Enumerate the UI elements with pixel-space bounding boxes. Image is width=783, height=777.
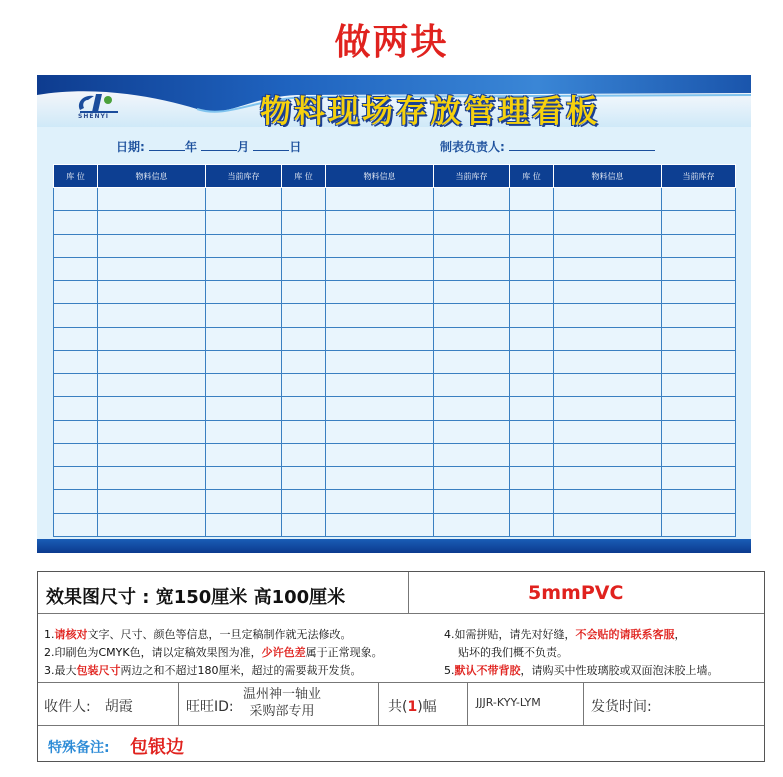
table-cell [98, 304, 206, 327]
table-cell [206, 234, 282, 257]
table-cell [554, 467, 662, 490]
table-cell [510, 490, 554, 513]
table-cell [434, 327, 510, 350]
col-header: 当前库存 [206, 165, 282, 188]
table-cell [54, 513, 98, 536]
board-title: 物料现场存放管理看板 [260, 94, 600, 130]
table-cell [54, 467, 98, 490]
table-cell [326, 397, 434, 420]
table-cell [282, 443, 326, 466]
table-header-row [54, 165, 736, 188]
table-cell [554, 443, 662, 466]
table-cell [282, 490, 326, 513]
table-cell [554, 211, 662, 234]
table-cell [434, 374, 510, 397]
table-cell [282, 350, 326, 373]
table-cell [554, 304, 662, 327]
date-field [116, 138, 301, 155]
count-field: 共(1)幅 [388, 699, 437, 715]
date-label: 日期: [116, 140, 145, 154]
col-header: 当前库存 [662, 165, 736, 188]
table-cell [662, 188, 736, 211]
table-cell [98, 211, 206, 234]
table-cell [326, 443, 434, 466]
day-blank [253, 139, 289, 151]
table-cell [434, 188, 510, 211]
note-2: 2.印刷色为CMYK色，请以定稿效果图为准，少许色差属于正常现象。 [44, 646, 383, 659]
board-bottom-strip [37, 539, 751, 553]
table-cell [554, 513, 662, 536]
table-cell [98, 397, 206, 420]
order-code: JJJR-KYY-LYM [476, 696, 541, 709]
table-cell [54, 420, 98, 443]
col-header: 库 位 [510, 165, 554, 188]
table-cell [510, 281, 554, 304]
table-cell [326, 234, 434, 257]
table-cell [98, 234, 206, 257]
note-3: 3.最大包装尺寸两边之和不超过180厘米，超过的需要裁开发货。 [44, 664, 362, 677]
table-cell [206, 420, 282, 443]
ship-time-label: 发货时间: [591, 699, 652, 715]
table-row [54, 211, 736, 234]
table-cell [554, 397, 662, 420]
table-row [54, 513, 736, 536]
table-cell [54, 304, 98, 327]
table-cell [510, 420, 554, 443]
table-cell [206, 327, 282, 350]
table-cell [662, 420, 736, 443]
table-cell [206, 397, 282, 420]
table-cell [98, 420, 206, 443]
table-cell [98, 327, 206, 350]
table-row [54, 397, 736, 420]
table-cell [206, 490, 282, 513]
table-row [54, 257, 736, 280]
table-cell [206, 443, 282, 466]
table-cell [554, 188, 662, 211]
month-label: 月 [237, 140, 250, 154]
table-row [54, 467, 736, 490]
table-cell [54, 234, 98, 257]
table-cell [54, 257, 98, 280]
table-row [54, 490, 736, 513]
day-label: 日 [289, 140, 302, 154]
table-cell [434, 211, 510, 234]
table-row [54, 188, 736, 211]
table-cell [98, 490, 206, 513]
table-cell [282, 513, 326, 536]
table-cell [554, 281, 662, 304]
table-cell [510, 350, 554, 373]
note-5: 5.默认不带背胶，请购买中性玻璃胶或双面泡沫胶上墙。 [444, 664, 719, 677]
table-cell [98, 467, 206, 490]
table-cell [326, 281, 434, 304]
table-cell [662, 234, 736, 257]
table-cell [326, 490, 434, 513]
table-cell [206, 188, 282, 211]
table-row [54, 443, 736, 466]
table-cell [554, 257, 662, 280]
table-cell [282, 188, 326, 211]
special-note-label: 特殊备注: [48, 740, 110, 756]
table-cell [326, 513, 434, 536]
table-cell [206, 350, 282, 373]
table-cell [434, 234, 510, 257]
table-cell [326, 467, 434, 490]
table-cell [326, 257, 434, 280]
table-cell [662, 513, 736, 536]
table-cell [282, 420, 326, 443]
table-cell [282, 304, 326, 327]
wangwang-id: 温州神一轴业 采购部专用 [243, 687, 322, 719]
table-cell [54, 281, 98, 304]
table-cell [662, 467, 736, 490]
table-cell [98, 513, 206, 536]
table-cell [662, 443, 736, 466]
table-cell [510, 513, 554, 536]
table-cell [54, 188, 98, 211]
table-cell [326, 304, 434, 327]
table-cell [554, 420, 662, 443]
table-cell [510, 374, 554, 397]
table-cell [206, 304, 282, 327]
table-cell [326, 188, 434, 211]
table-row [54, 281, 736, 304]
table-cell [434, 443, 510, 466]
table-cell [54, 350, 98, 373]
wangwang-label: 旺旺ID: [186, 699, 234, 715]
table-cell [662, 211, 736, 234]
table-cell [434, 397, 510, 420]
maker-field [440, 138, 655, 155]
table-cell [282, 234, 326, 257]
table-row [54, 350, 736, 373]
col-header: 库 位 [282, 165, 326, 188]
table-cell [206, 513, 282, 536]
table-cell [282, 211, 326, 234]
col-header: 当前库存 [434, 165, 510, 188]
table-cell [206, 211, 282, 234]
table-cell [54, 211, 98, 234]
table-cell [434, 350, 510, 373]
table-cell [662, 350, 736, 373]
table-cell [282, 397, 326, 420]
col-header: 物料信息 [554, 165, 662, 188]
table-cell [206, 467, 282, 490]
table-cell [326, 350, 434, 373]
table-cell [554, 327, 662, 350]
table-cell [54, 397, 98, 420]
table-cell [98, 443, 206, 466]
table-cell [98, 257, 206, 280]
table-cell [510, 211, 554, 234]
col-header: 物料信息 [326, 165, 434, 188]
table-cell [434, 420, 510, 443]
table-cell [282, 374, 326, 397]
table-cell [206, 374, 282, 397]
year-label: 年 [185, 140, 198, 154]
inventory-table [53, 164, 735, 537]
material-spec: 5mmPVC [528, 582, 624, 604]
table-cell [662, 327, 736, 350]
table-row [54, 304, 736, 327]
table-cell [510, 467, 554, 490]
table-cell [326, 327, 434, 350]
table-cell [554, 350, 662, 373]
table-cell [510, 188, 554, 211]
receiver-field: 收件人: 胡霞 [44, 699, 133, 715]
table-cell [206, 281, 282, 304]
order-spec-box [37, 571, 765, 762]
table-cell [54, 490, 98, 513]
table-cell [326, 420, 434, 443]
table-cell [510, 304, 554, 327]
month-blank [201, 139, 237, 151]
special-note-value: 包银边 [130, 737, 184, 758]
note-4: 4.如需拼贴，请先对好缝，不会贴的请联系客服， [444, 628, 686, 641]
table-cell [326, 374, 434, 397]
table-cell [54, 374, 98, 397]
table-cell [554, 234, 662, 257]
table-cell [434, 257, 510, 280]
table-cell [434, 467, 510, 490]
table-cell [510, 234, 554, 257]
table-cell [662, 490, 736, 513]
note-1: 1.请核对文字、尺寸、颜色等信息，一旦定稿制作就无法修改。 [44, 628, 352, 641]
table-cell [434, 490, 510, 513]
table-cell [282, 327, 326, 350]
table-row [54, 374, 736, 397]
table-cell [206, 257, 282, 280]
table-cell [662, 304, 736, 327]
table-cell [510, 397, 554, 420]
table-cell [554, 490, 662, 513]
col-header: 物料信息 [98, 165, 206, 188]
maker-label: 制表负责人: [440, 140, 505, 154]
year-blank [149, 139, 185, 151]
table-cell [98, 188, 206, 211]
table-cell [510, 327, 554, 350]
table-cell [434, 281, 510, 304]
table-cell [510, 443, 554, 466]
table-cell [434, 513, 510, 536]
table-cell [662, 257, 736, 280]
table-cell [662, 374, 736, 397]
table-cell [98, 350, 206, 373]
table-row [54, 327, 736, 350]
table-cell [54, 443, 98, 466]
table-cell [282, 281, 326, 304]
table-cell [662, 281, 736, 304]
maker-blank [509, 139, 655, 151]
table-cell [326, 211, 434, 234]
table-cell [98, 281, 206, 304]
table-cell [54, 327, 98, 350]
table-row [54, 234, 736, 257]
table-cell [434, 304, 510, 327]
table-cell [510, 257, 554, 280]
table-cell [282, 467, 326, 490]
table-cell [98, 374, 206, 397]
table-cell [282, 257, 326, 280]
table-row [54, 420, 736, 443]
page-title: 做两块 [334, 22, 449, 63]
logo-text: SHENYI [78, 113, 110, 120]
size-spec: 效果图尺寸 : 宽150厘米 高100厘米 [46, 587, 346, 608]
table-cell [662, 397, 736, 420]
table-cell [554, 374, 662, 397]
col-header: 库 位 [54, 165, 98, 188]
note-4-cont: 贴坏的我们概不负责。 [458, 646, 568, 659]
